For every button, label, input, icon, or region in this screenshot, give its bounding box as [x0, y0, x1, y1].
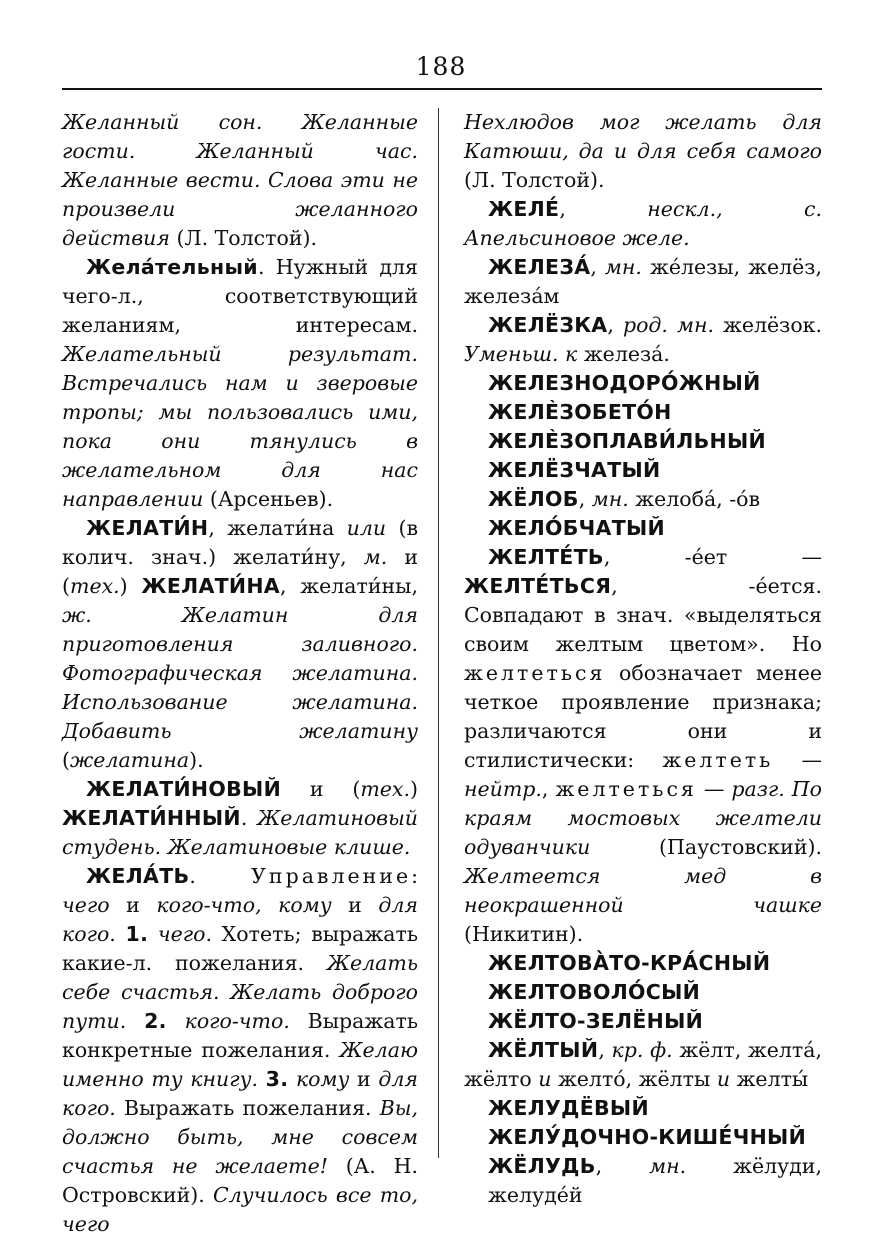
dictionary-entry: ЖЕЛУ́ДОЧНО-КИШЕ́ЧНЫЙ	[488, 1125, 807, 1149]
dictionary-entry: ЖЁЛТО-ЗЕЛЁНЫЙ	[488, 1009, 704, 1033]
dictionary-entry: ЖЁЛТЫЙ, кр. ф. жёлт, желта́, жёлто и желто́, жёлты и желты́	[464, 1038, 822, 1091]
right-column	[464, 108, 822, 1210]
dictionary-entry: ЖЕЛЕ́, нескл., с. Апельсиновое желе.	[464, 197, 822, 250]
column-divider	[438, 108, 439, 1158]
dictionary-entry: ЖЕЛЀЗОПЛАВИ́ЛЬНЫЙ	[488, 429, 766, 453]
dictionary-entry: ЖЕЛЁЗЧАТЫЙ	[488, 458, 661, 482]
dictionary-entry: ЖЕЛТЕ́ТЬ, -е́ет — ЖЕЛТЕ́ТЬСЯ, -е́ется. Совпадают в знач. «выделяться своим желтым цветом». Но желтеться обозначает менее четкое проявление признака; различаются они и стилистически: желтеть — нейтр., желтеться — разг. По краям мостовых желтели одуванчики (Паустовский). Желтеется мед в неокрашенной чашке (Никитин).	[464, 545, 822, 946]
dictionary-entry: ЖЕЛТОВОЛО́СЫЙ	[488, 980, 701, 1004]
dictionary-entry: Нехлюдов мог желать для Катюши, да и для себя самого (Л. Толстой).	[464, 110, 822, 192]
dictionary-entry: ЖЁЛОБ, мн. желоба́, -о́в	[488, 487, 761, 511]
dictionary-entry: ЖЕЛАТИ́НОВЫЙ и (тех.) ЖЕЛАТИ́ННЫЙ. Желатиновый студень. Желатиновые клише.	[62, 777, 418, 859]
header-rule	[62, 88, 822, 90]
left-column	[62, 108, 418, 1239]
dictionary-entry: Желанный сон. Желанные гости. Желанный час. Желанные вести. Слова эти не произвели желанного действия (Л. Толстой).	[62, 110, 418, 250]
page-number: 188	[415, 52, 467, 81]
dictionary-entry: ЖЕЛА́ТЬ. Управление: чего и кого-что, кому и для кого. 1. чего. Хотеть; выражать какие-л. пожелания. Желать себе счастья. Желать доброго пути. 2. кого-что. Выражать конкретные пожелания. Желаю именно ту книгу. 3. кому и для кого. Выражать пожелания. Вы, должно быть, мне совсем счастья не желаете! (А. Н. Островский). Случилось все то, чего	[62, 864, 418, 1236]
dictionary-entry: ЖЕЛЁЗКА, род. мн. желёзок. Уменьш. к железа́.	[464, 313, 822, 366]
dictionary-entry: ЖЕЛТОВА̀ТО-КРА́СНЫЙ	[488, 951, 771, 975]
dictionary-entry: ЖЁЛУДЬ, мн. жёлуди, желуде́й	[488, 1154, 822, 1207]
dictionary-entry: ЖЕЛУДЁВЫЙ	[488, 1096, 649, 1120]
dictionary-entry: ЖЕЛО́БЧАТЫЙ	[488, 516, 665, 540]
dictionary-entry: Жела́тельный. Нужный для чего-л., соответствующий желаниям, интересам. Желательный результат. Встречались нам и зверовые тропы; мы пользовались ими, пока они тянулись в желательном для нас направлении (Арсеньев).	[62, 255, 418, 511]
dictionary-entry: ЖЕЛЀЗОБЕТО́Н	[488, 400, 672, 424]
dictionary-entry: ЖЕЛЕЗНОДОРО́ЖНЫЙ	[488, 371, 761, 395]
dictionary-entry: ЖЕЛАТИ́Н, желати́на или (в колич. знач.) желати́ну, м. и (тех.) ЖЕЛАТИ́НА, желати́ны, ж. Желатин для приготовления заливного. Фотографическая желатина. Использование желатина. Добавить желатину (желатина).	[62, 516, 418, 772]
dictionary-entry: ЖЕЛЕЗА́, мн. же́лезы, желёз, железа́м	[464, 255, 822, 308]
